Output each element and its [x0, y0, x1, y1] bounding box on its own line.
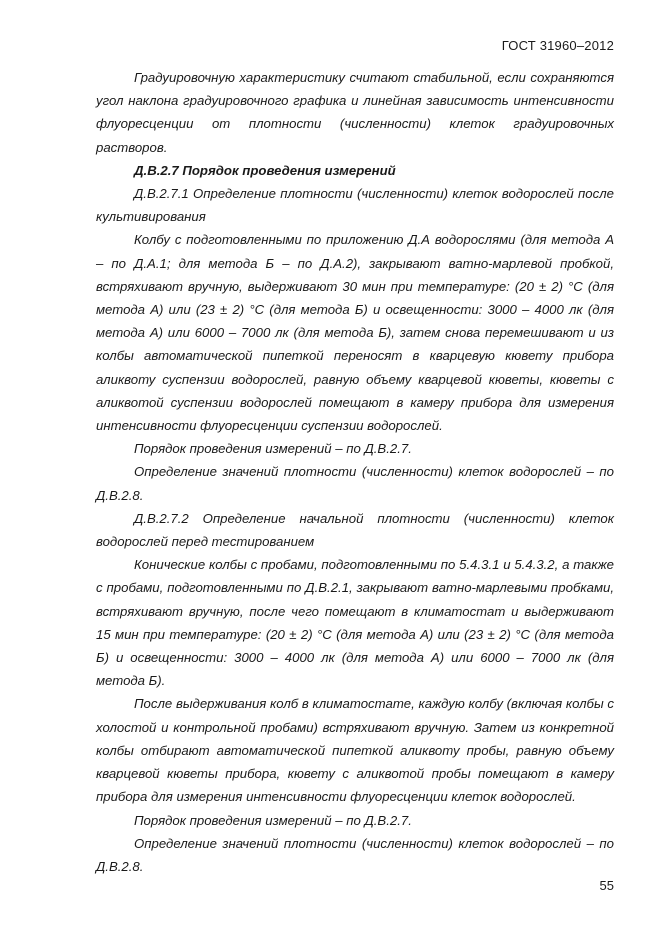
- document-header: ГОСТ 31960–2012: [501, 38, 614, 53]
- paragraph-procedure: Колбу с подготовленными по приложению Д.А водорослями (для метода А – по Д.А.1; для метода Б – по Д.А.2), закрывают ватно-марлевой пробкой, встряхивают вручную, выдерживают 30 мин при температуре: (20 ± 2) °С (для метода А) или (23 ± 2) °С (для метода Б) и освещенности: 3000 – 4000 лк (для метода А) или 6000 – 7000 лк (для метода Б), затем снова перемешивают и из колбы автоматической пипеткой переносят в кварцевую кювету прибора аликвоту суспензии водорослей, равную объему кварцевой кюветы, кюветы с аликвотой суспензии водорослей помещают в камеру прибора для измерения интенсивности флуоресценции суспензии водорослей.: [96, 232, 614, 434]
- subsection-title: Д.В.2.7.1 Определение плотности (численности) клеток водорослей после культивирования: [96, 186, 614, 225]
- paragraph-reference: Определение значений плотности (численности) клеток водорослей – по Д.В.2.8.: [96, 464, 614, 503]
- subsection-title: Д.В.2.7.2 Определение начальной плотности (численности) клеток водорослей перед тестированием: [96, 510, 614, 550]
- document-body: [96, 66, 614, 878]
- paragraph-reference: Порядок проведения измерений – по Д.В.2.7.: [134, 812, 412, 828]
- section-heading: Д.В.2.7 Порядок проведения измерений: [134, 162, 396, 178]
- paragraph-procedure: После выдерживания колб в климатостате, каждую колбу (включая колбы с холостой и контрольной пробами) встряхивают вручную. Затем из конкретной колбы отбирают автоматической пипеткой аликвоту пробы, равную объему кварцевой кюветы прибора, кювету с аликвотой пробы помещают в камеру прибора для измерения интенсивности флуоресценции клеток водорослей.: [96, 696, 614, 805]
- paragraph-procedure: Конические колбы с пробами, подготовленными по 5.4.3.1 и 5.4.3.2, а также с пробами, подготовленными по Д.В.2.1, закрывают ватно-марлевыми пробками, встряхивают вручную, после чего помещают в климатостат и выдерживают 15 мин при температуре: (20 ± 2) °С (для метода А) или (23 ± 2) °С (для метода Б) и освещенности: 3000 – 4000 лк (для метода А) или 6000 – 7000 лк (для метода Б).: [96, 557, 614, 689]
- paragraph-reference: Порядок проведения измерений – по Д.В.2.7.: [134, 441, 412, 457]
- paragraph-reference: Определение значений плотности (численности) клеток водорослей – по Д.В.2.8.: [96, 835, 614, 874]
- page-number: 55: [599, 878, 614, 893]
- paragraph-calibration-stability: Градуировочную характеристику считают стабильной, если сохраняются угол наклона градуировочного графика и линейная зависимость интенсивности флуоресценции от плотности (численности) клеток градуировочных растворов.: [96, 70, 614, 155]
